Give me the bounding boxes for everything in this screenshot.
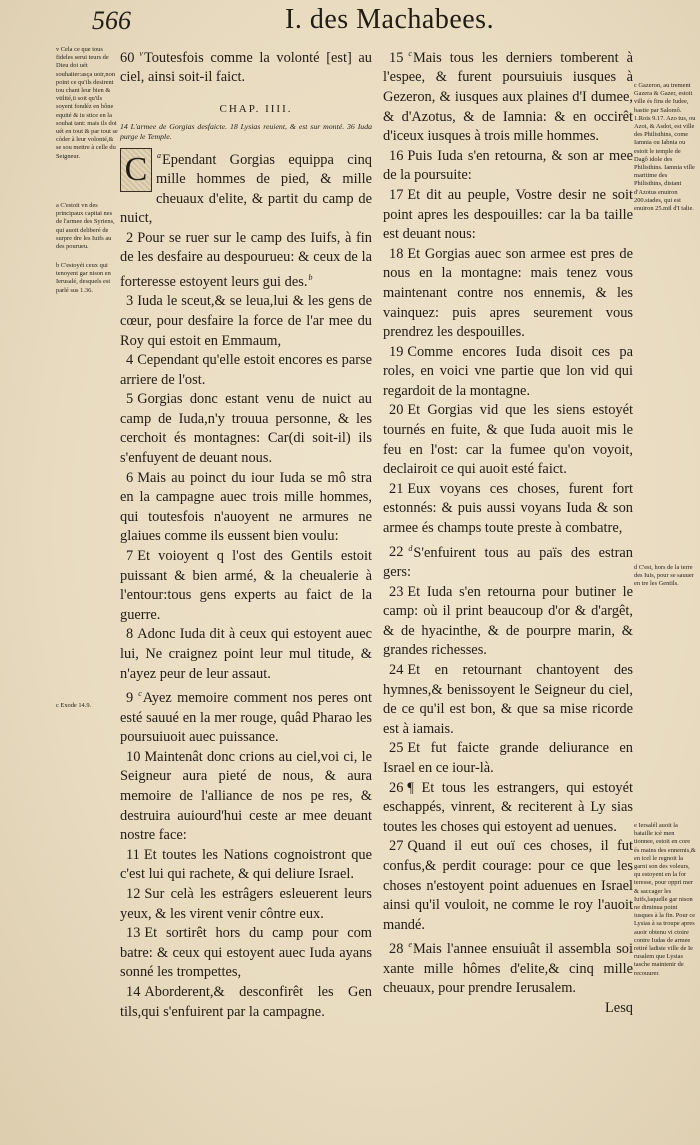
margin-note-text: b C'estoyét ceux qui tenoyent gar nison en Ierusalé, desquels est parlé sus 1.36. bbox=[56, 262, 111, 294]
verse-text: S'enfuirent tous au païs des estran gers: bbox=[383, 544, 633, 581]
verse-text: Et en retournant chantoyent des hymnes,& benissoyent le Seigneur du ciel, de ce qu'il est bon, & que sa mise ricorde est à iamais. bbox=[383, 662, 633, 737]
verse-number: 19 bbox=[389, 343, 404, 360]
verse-60 bbox=[120, 44, 372, 88]
note-mark: a bbox=[157, 150, 161, 160]
verse-27 bbox=[383, 837, 633, 935]
verse-number: 2 bbox=[126, 229, 134, 246]
verse-number: 9 bbox=[126, 690, 134, 706]
verse-13 bbox=[120, 924, 372, 983]
chapter-summary: 14 L'armee de Gorgias desfaicte. 18 Lysias reuient, & est sur monté. 36 Iuda purge le Temple. bbox=[120, 121, 372, 141]
verse-text: Iuda le sceut,& se leua,lui & les gens de cœur, pour desfaire la force de l'ar mee du Roy qui estoit en Emmaum, bbox=[120, 293, 372, 349]
verse-25 bbox=[383, 739, 633, 778]
verse-number: 27 bbox=[389, 838, 404, 855]
verse-number: 8 bbox=[126, 626, 134, 643]
right-margin-note-d bbox=[634, 564, 696, 591]
verse-text: Sur celà les estrâgers esleuerent leurs yeux, & les virent venir côntre eux. bbox=[120, 885, 372, 922]
verse-text: Et sortirêt hors du camp pour com batre: & ceux qui estoyent auec Iuda ayans sonné les trompettes, bbox=[120, 925, 372, 981]
chapter-title: CHAP. IIII. bbox=[219, 102, 293, 115]
verse-16 bbox=[383, 147, 633, 186]
verse-text: Gorgias donc estant venu de nuict au camp de Iuda,n'y trouua personne, & les cerchoit és montagnes: Car(di soit-il) ils s'enfuyent de deuant nous. bbox=[120, 391, 372, 467]
verse-number: 13 bbox=[126, 925, 141, 942]
verse-text: Et voioyent q l'ost des Gentils estoit puissant & bien armé, & la cheualerie à l'entour:tous gens experts au faict de la guerre. bbox=[120, 548, 372, 623]
verse-text: Eux voyans ces choses, furent fort estonnés: & puis aussi voyans Iuda & son armee és champs toute preste à combatre, bbox=[383, 480, 633, 537]
verse-number: 3 bbox=[126, 293, 134, 310]
note-mark: c bbox=[408, 49, 412, 58]
verse-text: Puis Iuda s'en retourna, & son ar mee de la poursuite: bbox=[383, 147, 633, 184]
verse-22 bbox=[383, 539, 633, 583]
verse-6 bbox=[120, 469, 372, 547]
verse-4 bbox=[120, 351, 372, 390]
verse-number: 22 bbox=[389, 544, 404, 561]
verse-23 bbox=[383, 583, 633, 661]
verse-text: Mais l'annee ensuiuât il assembla soi xante mille hômes d'elite,& cinq mille cheuaux, pour prendre Ierusalem. bbox=[383, 941, 633, 997]
right-margin-note-e bbox=[634, 822, 696, 980]
margin-note-text: v Cela ce que tous fideles serui teurs de Dieu doi uét souhaiter:asça uoir,non point ce qu'ils desirent tou chant leur bien & vtilité,ii soit qu'ils soyent fondéz en bône equité & iu stice en la souhai tant: mais ils doi uét en tout & par tout se còder à leur volonté,& se sou mettre à celle du Seigneur. bbox=[56, 46, 118, 160]
verse-text: Mais tous les derniers tomberent à l'espee, & furent poursuiuis iusques à Gezeron, & iusques aux plaines d'I dumee, & d'Azotus, & de Iamnia: & en occirêt d'iceux iusques à trois mille hommes. bbox=[383, 49, 633, 145]
verse-28 bbox=[383, 935, 633, 999]
verse-text: Et dit au peuple, Vostre desir ne soit point apres les despouilles: car la ba taille est deuant nous: bbox=[383, 186, 633, 243]
verse-26 bbox=[383, 779, 633, 838]
right-text-column bbox=[383, 44, 633, 1018]
verse-18 bbox=[383, 245, 633, 343]
page-number: 566 bbox=[92, 6, 131, 35]
note-mark: c bbox=[138, 689, 142, 699]
verse-number: 23 bbox=[389, 583, 404, 600]
verse-text: Mais au poinct du iour Iuda se mô stra en la campagne auec trois mille hommes, qui toutesfois n'auoyent ne armures ne glaiues comme ils eussent bien voulu: bbox=[120, 469, 372, 545]
note-mark: e bbox=[408, 940, 412, 950]
left-margin-note-b bbox=[56, 262, 118, 297]
verse-10 bbox=[120, 748, 372, 846]
verse-text: Pour se ruer sur le camp des Iuifs, à fin de les desfaire au despourueu: & ceux de la forteresse estoyent leurs gui des. bbox=[120, 229, 372, 290]
verse-12 bbox=[120, 885, 372, 924]
verse-number: 60 bbox=[120, 49, 135, 66]
verse-number: 14 bbox=[126, 983, 141, 1000]
margin-note-text: e Iersalél auoit la bataille icé men tionnee, estoit en core és mains des ennemis,& en icel le regnoit la garni son des voleurs, qu estoyent en la for teresse, pour oppri mer & saccager les Iuifs,laquelle gar nison ne diminua point iusques à la fin. Pour ce Lysias à sa troupe apres auoir obtenu vi ctoire contre Iudas de armee retiré ladiste ville de Ie rusalem que Lysias tasche maintenir de recouurer. bbox=[634, 822, 696, 977]
note-mark: d bbox=[408, 543, 413, 553]
margin-note-text: c Gazeron, au trement Gazera & Gazer, estoit ville és fins de Iudee, bastie par Salomô. 1.Rois 9.17. Azo tus, ou Azot, & Asdot, est ville des Philisthins, come Iamnia ou Iabnia ou estoit le temple de Dagô idole des Philisthins. Iamnia ville maritime des Philisthins, distant d'Azotus enuiron 200.stades, qui est enuiron 25.mil d'I talie. bbox=[634, 82, 696, 213]
verse-24 bbox=[383, 661, 633, 739]
verse-15 bbox=[383, 44, 633, 147]
verse-number: 5 bbox=[126, 391, 134, 408]
verse-11 bbox=[120, 846, 372, 885]
margin-note-text: d C'est, hors de la terre des Iuis, pour se sauuer en tre les Gentils. bbox=[634, 564, 694, 588]
verse-text: Aborderent,& desconfirêt les Gen tils,qui s'enfuirent par la campagne. bbox=[120, 983, 372, 1020]
verse-text: Et toutes les Nations cognoistront que c'est lui qui rachete, & qui deliure Israel. bbox=[120, 846, 372, 883]
verse-text: Maintenât donc crions au ciel,voi ci, le Seigneur aura pieté de nous, & aura memoire de l'alliance de nos pe res, & destruira auiourd'hui ceste ar mee deuant nostre face: bbox=[120, 748, 372, 844]
right-margin-note-c bbox=[634, 82, 696, 215]
verse-number: 15 bbox=[389, 49, 404, 66]
verse-text: Cependant qu'elle estoit encores es parse arriere de l'ost. bbox=[120, 352, 372, 388]
verse-20 bbox=[383, 401, 633, 479]
verse-8 bbox=[120, 625, 372, 684]
verse-number: 18 bbox=[389, 245, 404, 262]
margin-note-text: a C'estoit vn des principaux capitai nes de l'armee des Syriens, qui auoit deliberé de surpre dre les Iuifs au des pourueu. bbox=[56, 202, 115, 251]
left-margin-note-a bbox=[56, 202, 118, 253]
verse-number: 17 bbox=[389, 186, 404, 203]
verse-21 bbox=[383, 480, 633, 539]
verse-19 bbox=[383, 343, 633, 402]
left-margin-note-v bbox=[56, 46, 118, 163]
verse-number: 16 bbox=[389, 147, 404, 164]
verse-text: Toutesfois comme la volonté [est] au ciel, ainsi soit-il faict. bbox=[120, 49, 372, 86]
verse-number: 6 bbox=[126, 469, 134, 486]
running-title: I. des Machabees. bbox=[285, 4, 495, 35]
catchword: Lesq bbox=[605, 999, 633, 1016]
verse-text: Ayez memoire comment nos peres ont esté sauué en la mer rouge, quâd Pharao les poursuiuoit auec puissance. bbox=[120, 690, 372, 746]
margin-note-text: c Exode 14.9. bbox=[56, 702, 92, 709]
verse-7 bbox=[120, 547, 372, 625]
verse-14 bbox=[120, 983, 372, 1022]
left-margin-note-c bbox=[56, 702, 118, 712]
verse-text: Et Gorgias vid que les siens estoyét tournés en fuite, & que Iuda auoit mis le feu en l'ost: car la fumee qu'on voyoit, declairoit ce qui auoit esté faict. bbox=[383, 402, 633, 478]
verse-number: 7 bbox=[126, 548, 134, 565]
verse-number: 25 bbox=[389, 740, 404, 757]
verse-5 bbox=[120, 390, 372, 468]
verse-text: Comme encores Iuda disoit ces pa roles, en voici vne partie que lon vid qui regardoit de la montagne. bbox=[383, 343, 633, 399]
verse-number: 21 bbox=[389, 480, 404, 497]
verse-2 bbox=[120, 229, 372, 293]
dropcap-ornament: C bbox=[120, 148, 152, 192]
verse-3 bbox=[120, 292, 372, 351]
verse-number: 4 bbox=[126, 352, 134, 369]
left-text-column bbox=[120, 44, 372, 1022]
note-mark: b bbox=[308, 272, 313, 282]
verse-number: 26 bbox=[389, 779, 404, 796]
verse-9 bbox=[120, 684, 372, 748]
chapter-opening bbox=[120, 146, 372, 229]
verse-number: 20 bbox=[389, 402, 404, 419]
verse-text: Et Gorgias auec son armee est pres de nous en la montagne: mais tenez vous maintenant contre nos ennemis, & les vainquez: puis apres seurement vous prendrez les despouilles. bbox=[383, 245, 633, 341]
verse-text: Ependant Gorgias equippa cinq mille hommes de pied, & mille cheuaux d'elite, & partit du camp de nuict, bbox=[120, 151, 372, 227]
verse-text: Quand il eut ouï ces choses, il fut confus,& perdit courage: pour ce que les choses n'estoyent point aduenues en Israel ainsi qu'il vouloit, ne comme le roy l'auoit mandé. bbox=[383, 838, 633, 933]
verse-number: 12 bbox=[126, 885, 141, 902]
verse-17 bbox=[383, 186, 633, 245]
verse-number: 24 bbox=[389, 662, 404, 678]
verse-number: 11 bbox=[126, 846, 140, 863]
verse-text: Adonc Iuda dit à ceux qui estoyent auec lui, Ne craignez point leur mul titude, & n'ayez peur de leur assaut. bbox=[120, 626, 372, 682]
verse-number: 10 bbox=[126, 748, 141, 765]
verse-1 bbox=[120, 146, 372, 229]
verse-number: 28 bbox=[389, 941, 404, 958]
note-mark: v bbox=[139, 49, 143, 58]
verse-text: Et Iuda s'en retourna pour butiner le camp: où il print beaucoup d'or & d'argêt, & de hyacinthe, & de pourpre marin, & grandes richesses. bbox=[383, 583, 633, 659]
verse-text: Et fut faicte grande deliurance en Israel en ce iour-là. bbox=[383, 740, 633, 776]
verse-text: ¶ Et tous les estrangers, qui estoyét eschappés, vinrent, & reciterent à Ly sias toutes les choses qui estoyent ad uenues. bbox=[383, 779, 633, 835]
